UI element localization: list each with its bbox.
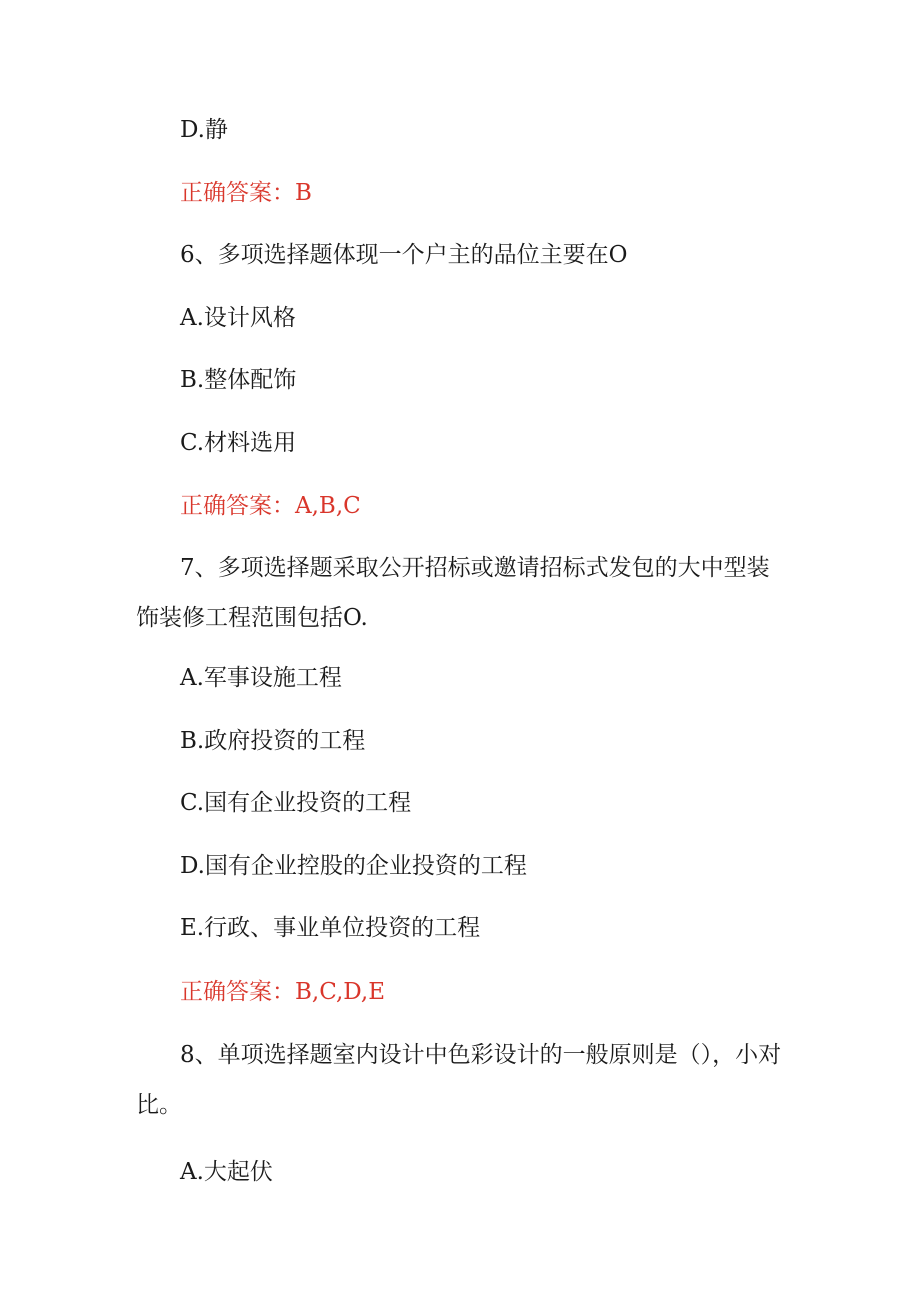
q5-answer: 正确答案：B [180, 180, 312, 206]
q6-option-c: C.材料选用 [180, 430, 297, 456]
q6-answer: 正确答案：A,B,C [180, 493, 361, 519]
q5-option-d: D.静 [180, 117, 228, 143]
q7-answer: 正确答案：B,C,D,E [180, 979, 386, 1005]
q6-option-a: A.设计风格 [180, 305, 296, 331]
q8-question-line1: 8、单项选择题室内设计中色彩设计的一般原则是（），小对 [180, 1042, 782, 1068]
q7-option-c: C.国有企业投资的工程 [180, 790, 412, 816]
q6-option-b: B.整体配饰 [180, 367, 297, 393]
q7-option-a: A.军事设施工程 [180, 665, 342, 691]
q8-option-a: A.大起伏 [180, 1159, 273, 1185]
q7-option-d: D.国有企业控股的企业投资的工程 [180, 853, 527, 879]
q8-question-line2: 比。 [136, 1092, 182, 1118]
q6-question: 6、多项选择题体现一个户主的品位主要在O [180, 242, 628, 268]
q7-question-line1: 7、多项选择题采取公开招标或邀请招标式发包的大中型装 [180, 555, 770, 581]
q7-question-line2: 饰装修工程范围包括O. [136, 605, 368, 631]
q7-option-b: B.政府投资的工程 [180, 728, 366, 754]
q7-option-e: E.行政、事业单位投资的工程 [180, 915, 481, 941]
